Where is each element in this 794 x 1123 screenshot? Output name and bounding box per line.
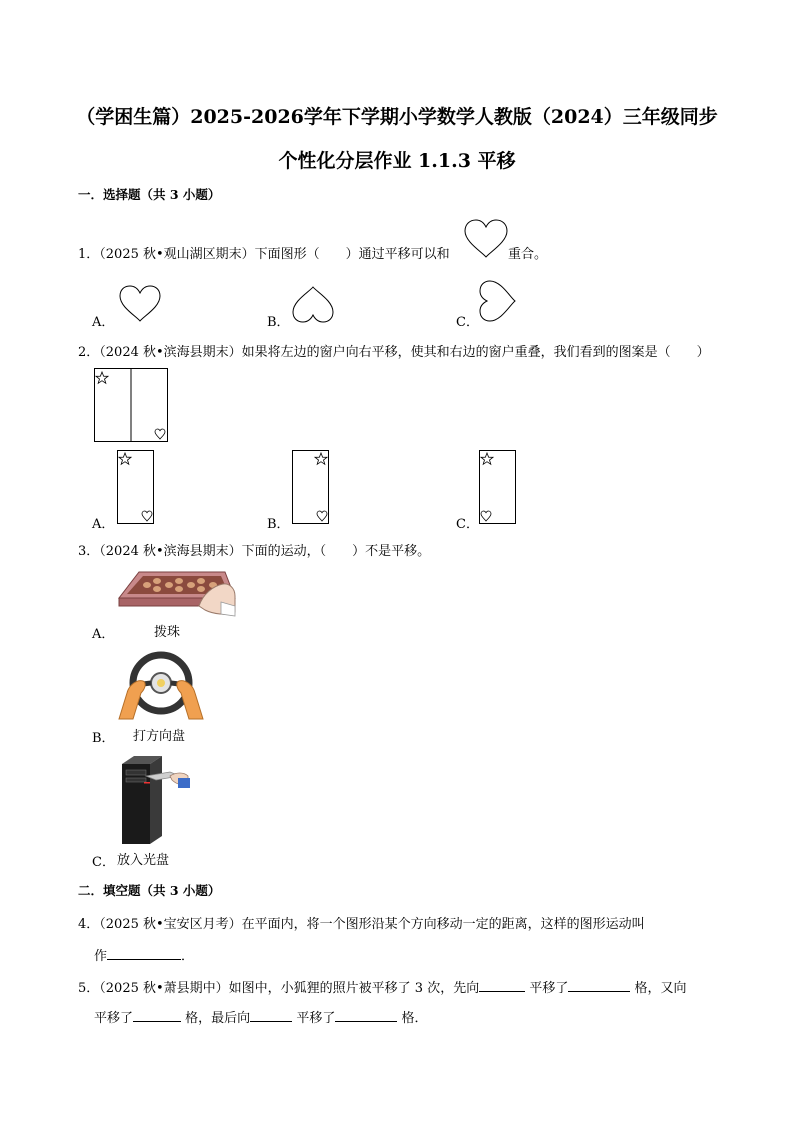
q1-option-c[interactable]: C． xyxy=(456,315,479,330)
q5-text-a: 5．（2025 秋•萧县期中）如图中，小狐狸的照片被平移了 3 次，先向 xyxy=(78,981,480,996)
q4-suffix: ． xyxy=(181,949,195,964)
question-5-line-2 xyxy=(94,1007,427,1026)
section-heading-choice: 一．选择题（共 3 小题） xyxy=(78,187,221,202)
window-pair-figure xyxy=(94,368,170,444)
question-4-line-1: 4．（2025 秋•宝安区月考）在平面内，将一个图形沿某个方向移动一定的距离，这样的图形运动叫 xyxy=(78,917,645,932)
q3-option-b[interactable]: B． xyxy=(92,731,115,746)
page-title-line-1: （学困生篇）2025-2026学年下学期小学数学人教版（2024）三年级同步 xyxy=(76,106,718,128)
q5-blank-direction-2[interactable] xyxy=(133,1009,181,1022)
q5-blank-direction-1[interactable] xyxy=(479,979,525,992)
heart-reference-icon xyxy=(462,218,510,260)
q5-blank-count-3[interactable] xyxy=(335,1009,397,1022)
q5-blank-count-1[interactable] xyxy=(568,979,630,992)
window-option-c-figure xyxy=(479,450,519,526)
q5-text-g: 格． xyxy=(401,1011,428,1026)
heart-option-c-rotated-icon xyxy=(476,278,518,324)
q1-option-a[interactable]: A． xyxy=(92,315,115,330)
q3-option-b-caption: 打方向盘 xyxy=(133,729,186,744)
steering-wheel-picture xyxy=(117,653,205,721)
q2-option-a[interactable]: A． xyxy=(92,517,115,532)
q5-blank-direction-3[interactable] xyxy=(250,1009,292,1022)
q1-option-b[interactable]: B． xyxy=(267,315,290,330)
q5-text-e: 格，最后向 xyxy=(185,1011,251,1026)
q3-option-c-caption: 放入光盘 xyxy=(117,853,170,868)
page-title-line-2: 个性化分层作业 1.1.3 平移 xyxy=(278,150,516,172)
q3-option-a[interactable]: A． xyxy=(92,627,115,642)
window-option-a-figure xyxy=(117,450,157,526)
abacus-bead-picture xyxy=(117,566,237,622)
window-option-b-figure xyxy=(292,450,332,526)
q2-option-b[interactable]: B． xyxy=(267,517,290,532)
computer-tower-disc-picture xyxy=(118,754,194,846)
q5-text-f: 平移了 xyxy=(296,1011,336,1026)
q2-option-c[interactable]: C． xyxy=(456,517,479,532)
heart-option-b-upside-down-icon xyxy=(290,284,336,324)
q3-option-a-caption: 拨珠 xyxy=(154,625,181,640)
q5-text-c: 格，又向 xyxy=(634,981,687,996)
heart-option-a-icon xyxy=(117,284,163,324)
question-3-text: 3．（2024 秋•滨海县期末）下面的运动，（ ）不是平移。 xyxy=(78,544,431,559)
question-4-line-2 xyxy=(94,945,194,964)
q4-answer-blank[interactable] xyxy=(107,947,181,960)
q3-option-c[interactable]: C． xyxy=(92,855,115,870)
q5-text-b: 平移了 xyxy=(529,981,569,996)
question-1-prefix: 1．（2025 秋•观山湖区期末）下面图形（ ）通过平移可以和 xyxy=(78,247,450,262)
question-2-text: 2．（2024 秋•滨海县期末）如果将左边的窗户向右平移，使其和右边的窗户重叠，我们看到的图案是（ ） xyxy=(78,345,710,360)
q4-prefix: 作 xyxy=(94,949,108,964)
question-1-suffix: 重合。 xyxy=(508,247,548,262)
question-5-line-1 xyxy=(78,977,687,996)
section-heading-fill-blank: 二．填空题（共 3 小题） xyxy=(78,883,221,898)
q5-text-d: 平移了 xyxy=(94,1011,134,1026)
